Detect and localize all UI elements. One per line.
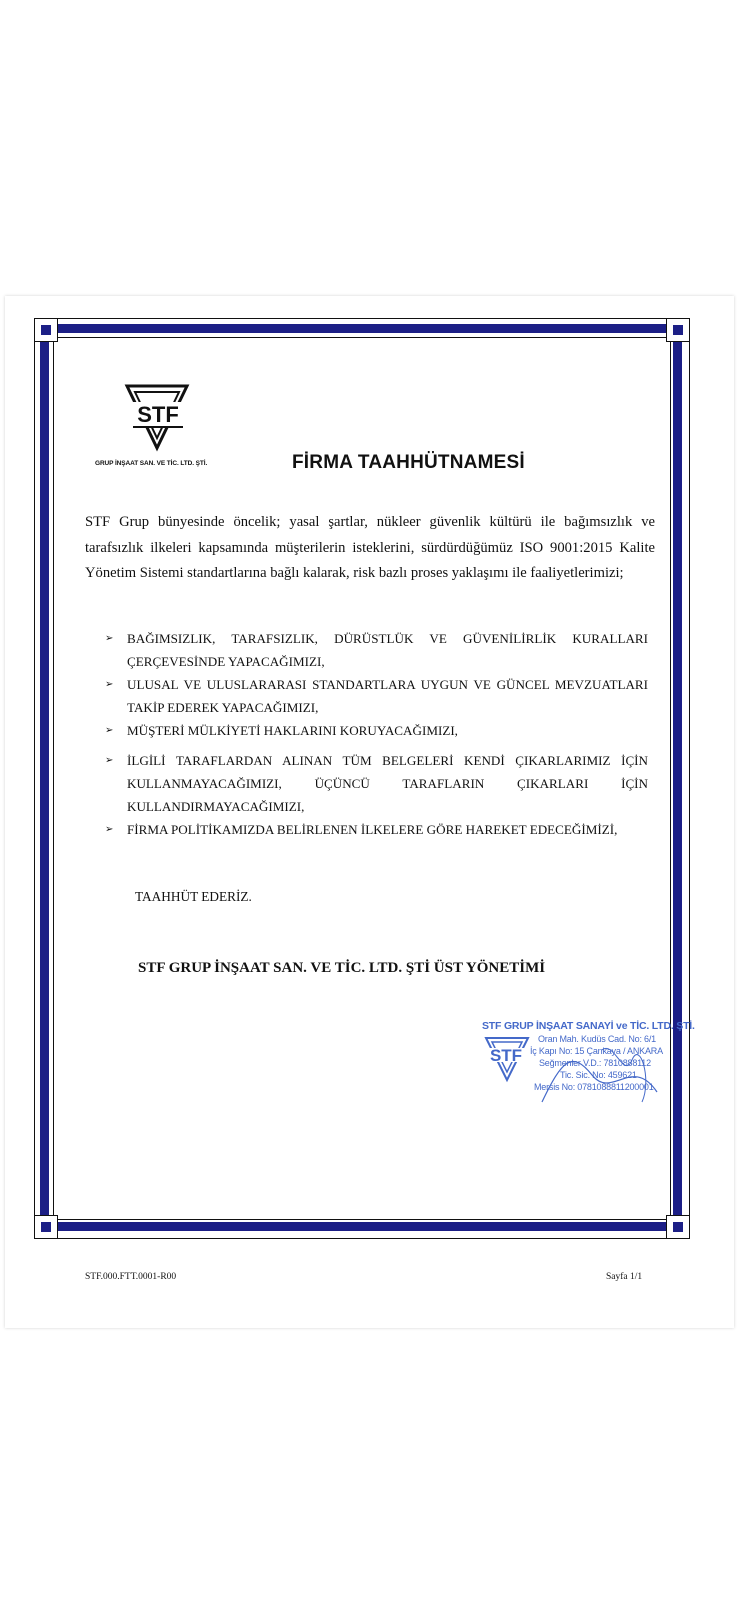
intro-text: STF Grup bünyesinde öncelik; yasal şartlar, nükleer güvenlik kültürü ile bağımsızlık ve tarafsızlık ilkeleri kapsamında müşterilerin isteklerini, sürdürdüğümüz ISO 9001:2015 Kalite Yönetim Sistemi standartlarına bağlı kalarak, risk bazlı proses yaklaşımı ile faaliyetlerimizi; [85,514,655,582]
document-title: FİRMA TAAHHÜTNAMESİ [292,452,525,473]
commitment-list [105,627,648,841]
management-signature-line: STF GRUP İNŞAAT SAN. VE TİC. LTD. ŞTİ ÜST YÖNETİMİ [138,960,546,976]
company-stamp [482,1020,695,1130]
commitment-item: ➢ ULUSAL VE ULUSLARARASI STANDARTLARA UYGUN VE GÜNCEL MEVZUATLARI TAKİP EDEREK YAPACAĞIMIZI, [105,673,648,719]
commitment-item: ➢ BAĞIMSIZLIK, TARAFSIZLIK, DÜRÜSTLÜK VE GÜVENİLİRLİK KURALLARI ÇERÇEVESİNDE YAPACAĞIMIZI, [105,627,648,673]
document-code: STF.000.FTT.0001-R00 [85,1272,177,1282]
frame-corner-top-left [34,318,58,342]
closing-statement: TAAHHÜT EDERİZ. [135,889,252,904]
frame-corner-bottom-left [34,1215,58,1239]
stamp-line: Tic. Sic. No: 459621 [560,1070,637,1080]
logo-mark-text: STF [137,402,179,427]
page-number: Sayfa 1/1 [606,1272,643,1282]
commitment-item: ➢ MÜŞTERİ MÜLKİYETİ HAKLARINI KORUYACAĞIMIZI, [105,719,648,742]
commitment-item: ➢ İLGİLİ TARAFLARDAN ALINAN TÜM BELGELERİ KENDİ ÇIKARLARIMIZ İÇİN KULLANMAYACAĞIMIZI, ÜÇÜNCÜ TARAFLARIN ÇIKARLARI İÇİN KULLANDIRMAYACAĞIMIZI, [105,749,648,818]
stamp-line: Oran Mah. Kudüs Cad. No: 6/1 [538,1034,656,1044]
commitment-item: ➢ FİRMA POLİTİKAMIZDA BELİRLENEN İLKELERE GÖRE HAREKET EDECEĞİMİZİ, [105,818,648,841]
stf-logo-mark [95,384,219,464]
intro-paragraph [85,510,655,587]
stamp-mark-text: STF [489,1046,523,1065]
stamp-line: Seğmenler V.D.: 7810888112 [539,1058,651,1068]
logo-subtitle: GRUP İNŞAAT SAN. VE TİC. LTD. ŞTİ. [95,460,208,467]
stamp-line: İç Kapı No: 15 Çankaya / ANKARA [530,1046,663,1056]
stamp-title: STF GRUP İNŞAAT SANAYİ ve TİC. LTD. ŞTİ. [482,1020,695,1032]
stamp-line: Mersis No: 0781088811200001 [534,1082,654,1092]
frame-corner-top-right [666,318,690,342]
frame-corner-bottom-right [666,1215,690,1239]
